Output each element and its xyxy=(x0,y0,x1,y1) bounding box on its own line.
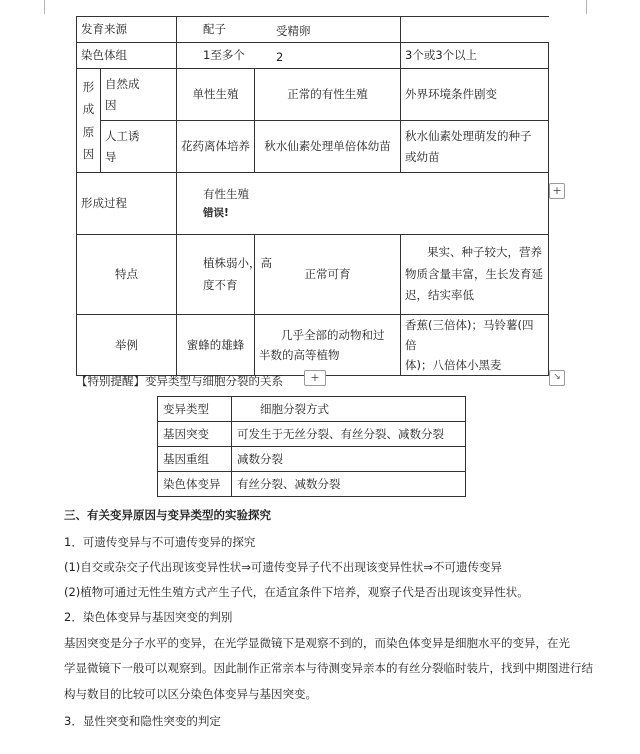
cell-diploid: 正常的有性生殖 xyxy=(255,69,401,121)
process-cell: 有性生殖 错误! xyxy=(177,173,549,235)
natural-cause-label: 自然成 因 xyxy=(101,69,177,121)
item-2-line-3: 构与数目的比较可以区分染色体变异与基因突变。 xyxy=(64,687,317,701)
cell-haploid: 植株弱小，高 度不育 xyxy=(177,235,255,315)
cell-haploid: 单性生殖 xyxy=(177,69,255,121)
cell-diploid: 受精卵 xyxy=(401,17,549,43)
row-label: 发育来源 xyxy=(77,17,177,43)
table-row-artificial-cause xyxy=(77,121,549,173)
item-2-line-2: 学显微镜下一般可以观察到。因此制作正常亲本与待测变异亲本的有丝分裂临时装片，找到中期图进行结 xyxy=(64,661,593,675)
table-row-examples xyxy=(77,315,549,376)
cell-polyploid: 香蕉(三倍体)；马铃薯(四倍 体)；八倍体小黑麦 xyxy=(401,315,549,376)
table-row-chromosome-sets xyxy=(77,43,549,69)
variation-type-cell: 染色体变异 xyxy=(158,472,232,497)
margin-mark-top-left xyxy=(44,0,45,14)
row-label: 举例 xyxy=(77,315,177,376)
division-mode-cell: 减数分裂 xyxy=(232,447,466,472)
table-row-natural-cause xyxy=(77,69,549,121)
item-1-paragraph-2: (2)植物可通过无性生殖方式产生子代，在适宜条件下培养，观察子代是否出现该变异性状。 xyxy=(64,585,529,599)
table-row xyxy=(158,422,466,447)
special-reminder-note: 【特别提醒】变异类型与细胞分裂的关系 xyxy=(76,374,283,388)
cell-diploid: 正常可育 xyxy=(255,235,401,315)
cell-haploid: 配子 xyxy=(177,17,401,43)
table-row-formation-process xyxy=(77,173,549,235)
artificial-cause-label: 人工诱 导 xyxy=(101,121,177,173)
division-mode-cell: 可发生于无丝分裂、有丝分裂、减数分裂 xyxy=(232,422,466,447)
item-2-line-1: 基因突变是分子水平的变异，在光学显微镜下是观察不到的，而染色体变异是细胞水平的变异，在光 xyxy=(64,636,570,650)
ploidy-comparison-table xyxy=(76,16,549,376)
item-1-title: 1．可遗传变异与不可遗传变异的探究 xyxy=(64,535,256,549)
cell-polyploid: 秋水仙素处理萌发的种子 或幼苗 xyxy=(401,121,549,173)
insert-column-plus-icon[interactable]: + xyxy=(549,183,565,199)
row-label: 特点 xyxy=(77,235,177,315)
item-3-title: 3．显性突变和隐性突变的判定 xyxy=(64,714,221,728)
margin-mark-top-right xyxy=(586,0,587,14)
variation-division-table xyxy=(157,396,466,497)
cell-diploid: 几乎全部的动物和过 半数的高等植物 xyxy=(255,315,401,376)
formation-cause-label: 形 成 原 因 xyxy=(77,69,101,173)
table-resize-handle-icon[interactable]: ↘ xyxy=(549,370,565,386)
cell-polyploid: 2 3个或3个以上 xyxy=(401,43,549,69)
insert-row-plus-icon[interactable]: + xyxy=(304,370,326,386)
table-row-features xyxy=(77,235,549,315)
row-label: 形成过程 xyxy=(77,173,177,235)
cell-haploid: 蜜蜂的雄蜂 xyxy=(177,315,255,376)
item-2-title: 2．染色体变异与基因突变的判别 xyxy=(64,610,233,624)
table-row-origin xyxy=(77,17,549,43)
division-mode-cell: 有丝分裂、减数分裂 xyxy=(232,472,466,497)
table-row xyxy=(158,447,466,472)
cell-polyploid: 外界环境条件剧变 xyxy=(401,69,549,121)
cell-diploid: 2 xyxy=(276,50,284,64)
table-header-row xyxy=(158,397,466,422)
section-heading: 三、有关变异原因与变异类型的实验探究 xyxy=(64,508,271,522)
cell-diploid: 秋水仙素处理单倍体幼苗 xyxy=(255,121,401,173)
cell-haploid: 花药离体培养 xyxy=(177,121,255,173)
header-division-mode: 细胞分裂方式 xyxy=(232,397,466,422)
header-variation-type: 变异类型 xyxy=(158,397,232,422)
variation-type-cell: 基因重组 xyxy=(158,447,232,472)
row-label: 染色体组 xyxy=(77,43,177,69)
cell-haploid: 1至多个 xyxy=(177,43,401,69)
item-1-paragraph-1: (1)自交或杂交子代出现该变异性状⇒可遗传变异子代不出现该变异性状⇒不可遗传变异 xyxy=(64,560,503,574)
error-text: 错误! xyxy=(203,207,229,220)
cell-polyploid: 果实、种子较大，营养 物质含量丰富，生长发育延 迟，结实率低 xyxy=(401,235,549,315)
variation-type-cell: 基因突变 xyxy=(158,422,232,447)
table-row xyxy=(158,472,466,497)
